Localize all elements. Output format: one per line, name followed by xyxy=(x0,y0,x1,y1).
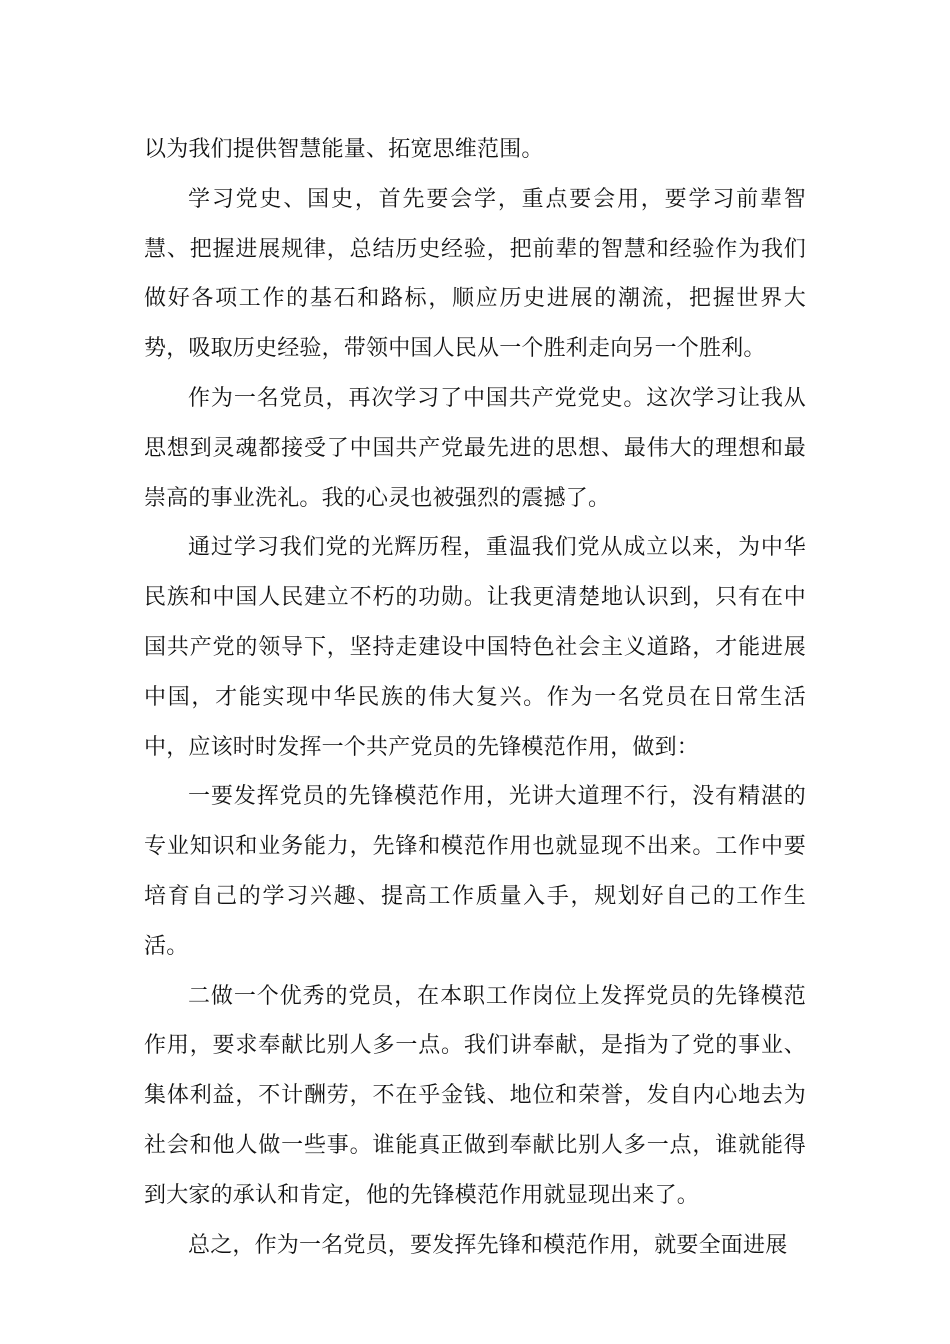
paragraph-point-one: 一要发挥党员的先锋模范作用，光讲大道理不行，没有精湛的专业知识和业务能力，先锋和模范作用也就显现不出来。工作中要培育自己的学习兴趣、提高工作质量入手，规划好自己的工作生活。 xyxy=(144,784,806,959)
paragraph-continuation: 以为我们提供智慧能量、拓宽思维范围。 xyxy=(144,137,544,162)
document-body xyxy=(144,125,806,1270)
paragraph-glorious-history: 通过学习我们党的光辉历程，重温我们党从成立以来，为中华民族和中国人民建立不朽的功勋。让我更清楚地认识到，只有在中国共产党的领导下，坚持走建设中国特色社会主义道路，才能进展中国，才能实现中华民族的伟大复兴。作为一名党员在日常生活中，应该时时发挥一个共产党员的先锋模范作用，做到： xyxy=(144,535,806,760)
paragraph-party-member-study: 作为一名党员，再次学习了中国共产党党史。这次学习让我从思想到灵魂都接受了中国共产党最先进的思想、最伟大的理想和最崇高的事业洗礼。我的心灵也被强烈的震撼了。 xyxy=(144,385,806,511)
paragraph-conclusion: 总之，作为一名党员，要发挥先锋和模范作用，就要全面进展 xyxy=(188,1232,788,1258)
paragraph-study-history: 学习党史、国史，首先要会学，重点要会用，要学习前辈智慧、把握进展规律，总结历史经验，把前辈的智慧和经验作为我们做好各项工作的基石和路标，顺应历史进展的潮流，把握世界大势，吸取历史经验，带领中国人民从一个胜利走向另一个胜利。 xyxy=(144,186,806,362)
paragraph-point-two: 二做一个优秀的党员，在本职工作岗位上发挥党员的先锋模范作用，要求奉献比别人多一点。我们讲奉献，是指为了党的事业、集体利益，不计酬劳，不在乎金钱、地位和荣誉，发自内心地去为社会和他人做一些事。谁能真正做到奉献比别人多一点，谁就能得到大家的承认和肯定，他的先锋模范作用就显现出来了。 xyxy=(144,983,806,1208)
